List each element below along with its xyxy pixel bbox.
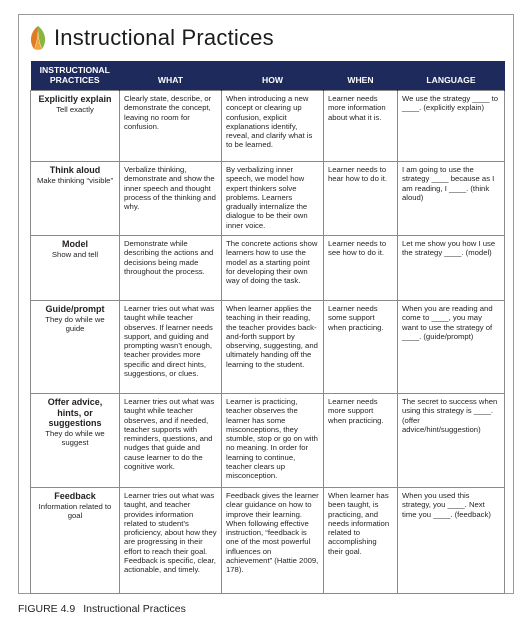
- figure-caption: [18, 603, 186, 615]
- how-cell: When learner applies the teaching in their reading, the teacher provides back-and-forth support by observing, suggesting, and ultimately handing off the learning to the student.: [222, 301, 324, 394]
- practice-cell: [31, 394, 120, 488]
- what-cell: Demonstrate while describing the actions and decisions being made throughout the process.: [120, 236, 222, 301]
- what-cell: Clearly state, describe, or demonstrate the concept, leaving no room for confusion.: [120, 91, 222, 162]
- when-cell: Learner needs to hear how to do it.: [324, 162, 398, 236]
- table-row: [31, 488, 505, 594]
- practice-subtitle: Tell exactly: [56, 104, 94, 114]
- practice-name: Offer advice, hints, or suggestions: [47, 397, 103, 428]
- language-cell: When you are reading and come to ____, you may want to use the strategy of ____. (guide/prompt): [398, 301, 505, 394]
- page-title: Instructional Practices: [54, 25, 274, 50]
- when-cell: Learner needs to see how to do it.: [324, 236, 398, 301]
- when-cell: When learner has been taught, is practicing, and needs information related to accomplishing their goal.: [324, 488, 398, 594]
- practice-subtitle: They do while we suggest: [45, 428, 105, 447]
- language-cell: The secret to success when using this strategy is ____. (offer advice/hint/suggestion): [398, 394, 505, 488]
- language-cell: Let me show you how I use the strategy ____. (model): [398, 236, 505, 301]
- table-header-row: [31, 61, 505, 91]
- when-cell: Learner needs more support when practicing.: [324, 394, 398, 488]
- what-cell: Learner tries out what was taught, and teacher provides information related to student’s proficiency, about how they are progressing in their effort to reach their goal. Feedback is specific, clear, actionable, and timely.: [120, 488, 222, 594]
- practice-subtitle: They do while we guide: [45, 314, 105, 333]
- when-cell: Learner needs some support when practicing.: [324, 301, 398, 394]
- title-row: [28, 20, 274, 56]
- table-row: [31, 236, 505, 301]
- practice-name: Guide/prompt: [45, 304, 105, 314]
- figure-caption-text: Instructional Practices: [83, 603, 186, 615]
- leaf-logo-icon: [28, 24, 48, 52]
- language-cell: I am going to use the strategy ____ because as I am reading, I ____. (think aloud): [398, 162, 505, 236]
- how-cell: Learner is practicing, teacher observes the learner has some misconceptions, they stumble, stop or go on with no meaning. In order for learning to continue, teacher clears up misconception.: [222, 394, 324, 488]
- table-row: [31, 301, 505, 394]
- practice-cell: [31, 488, 120, 594]
- header-language: LANGUAGE: [398, 61, 505, 91]
- what-cell: Verbalize thinking, demonstrate and show the inner speech and thought process of the thinking and why.: [120, 162, 222, 236]
- how-cell: When introducing a new concept or clearing up confusion, explicit explanations identify, reveal, and clarify what is to be learned.: [222, 91, 324, 162]
- header-when: WHEN: [324, 61, 398, 91]
- header-what: WHAT: [120, 61, 222, 91]
- practice-name: Model: [62, 239, 88, 249]
- table-row: [31, 91, 505, 162]
- figure-label: FIGURE 4.9: [18, 603, 76, 615]
- how-cell: By verbalizing inner speech, we model how expert thinkers solve problems. Learners gradually internalize the dialogue to be their own inner voice.: [222, 162, 324, 236]
- practice-cell: [31, 301, 120, 394]
- how-cell: Feedback gives the learner clear guidance on how to improve their learning. When following effective instruction, “feedback is one of the most powerful influences on achievement” (Hattie 2009, 178).: [222, 488, 324, 594]
- how-cell: The concrete actions show learners how to use the model as a starting point for developing their own way of doing the task.: [222, 236, 324, 301]
- practice-subtitle: Show and tell: [51, 249, 99, 259]
- what-cell: Learner tries out what was taught while teacher observes, and if needed, teacher supports with reminders, questions, and nudges that guide and cause learner to do the cognitive work.: [120, 394, 222, 488]
- language-cell: When you used this strategy, you ____. Next time you ____. (feedback): [398, 488, 505, 594]
- practice-name: Feedback: [54, 491, 96, 501]
- table-row: [31, 162, 505, 236]
- practices-table: [30, 61, 505, 594]
- practice-name: Think aloud: [49, 165, 101, 175]
- what-cell: Learner tries out what was taught while teacher observes. If learner needs support, and guiding and prompting wasn’t enough, teacher provides more specific and direct hints, suggestions, or clues.: [120, 301, 222, 394]
- practice-subtitle: Make thinking “visible”: [36, 175, 114, 185]
- when-cell: Learner needs more information about what it is.: [324, 91, 398, 162]
- practice-subtitle: Information related to goal: [38, 501, 112, 520]
- practice-cell: [31, 162, 120, 236]
- header-practices: INSTRUCTIONAL PRACTICES: [31, 61, 120, 91]
- practice-name: Explicitly explain: [38, 94, 112, 104]
- practice-cell: [31, 236, 120, 301]
- table-row: [31, 394, 505, 488]
- practice-cell: [31, 91, 120, 162]
- header-how: HOW: [222, 61, 324, 91]
- language-cell: We use the strategy ____ to ____. (explicitly explain): [398, 91, 505, 162]
